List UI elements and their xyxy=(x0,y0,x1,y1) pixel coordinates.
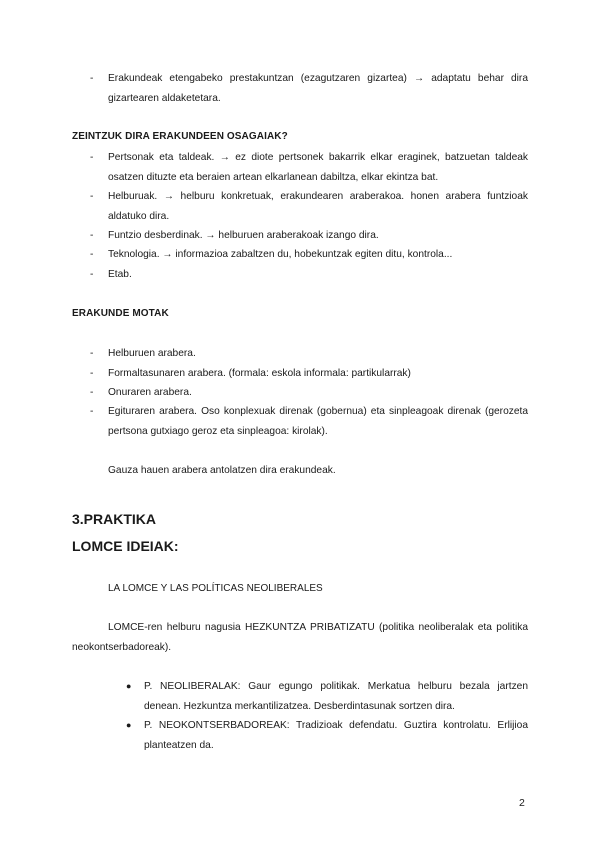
list-item xyxy=(90,245,528,265)
list-item-text: Etab. xyxy=(108,269,132,280)
section-title: 3.PRAKTIKA xyxy=(72,511,157,527)
bullet-dot-icon: ● xyxy=(126,681,132,691)
dash-bullet: - xyxy=(90,368,94,379)
list-item xyxy=(90,364,528,384)
body-paragraph: LOMCE-ren helburu nagusia HEZKUNTZA PRIBATIZATU (politika neoliberalak eta politika neokontserbadoreak). xyxy=(72,622,528,653)
list-item-intro xyxy=(90,69,528,108)
list-item xyxy=(90,148,528,187)
list-item xyxy=(90,402,528,441)
dash-bullet: - xyxy=(90,73,94,84)
list-item-text: Pertsonak eta taldeak. → ez diote pertsonek bakarrik elkar eraginek, batzuetan taldeak osatzen dituzte eta beraien artean elkarlanean dabiltza, elkar ekintza bat. xyxy=(108,152,528,183)
dash-bullet: - xyxy=(90,230,94,241)
dash-bullet: - xyxy=(90,387,94,398)
list-item-text: Teknologia. → informazioa zabaltzen du, hobekuntzak egiten ditu, kontrola... xyxy=(108,249,453,260)
list-item xyxy=(90,383,528,403)
list-item xyxy=(90,187,528,226)
bullet-text: P. NEOLIBERALAK: Gaur egungo politikak. Merkatua helburu bezala jartzen denean. Hezkuntza merkantilizatzea. Desberdintasunak sortzen dira. xyxy=(144,681,528,712)
list-item xyxy=(90,344,528,364)
list-item xyxy=(90,226,528,246)
dash-bullet: - xyxy=(90,152,94,163)
page-number: 2 xyxy=(519,797,525,809)
bullet-dot-icon: ● xyxy=(126,720,132,730)
dash-bullet: - xyxy=(90,348,94,359)
dash-bullet: - xyxy=(90,269,94,280)
list-item xyxy=(90,265,528,285)
bullet-item xyxy=(126,677,528,716)
section-subtitle: LOMCE IDEIAK: xyxy=(72,538,179,554)
list-item-text: Funtzio desberdinak. → helburuen araberakoak izango dira. xyxy=(108,230,379,241)
section-heading-types: ERAKUNDE MOTAK xyxy=(72,308,169,319)
bullet-text: P. NEOKONTSERBADOREAK: Tradizioak defendatu. Guztira kontrolatu. Erlijioa planteatzen da. xyxy=(144,720,528,751)
dash-bullet: - xyxy=(90,191,94,202)
list-item-text: Onuraren arabera. xyxy=(108,387,192,398)
list-item-text: Helburuen arabera. xyxy=(108,348,196,359)
caption-title: LA LOMCE Y LAS POLÍTICAS NEOLIBERALES xyxy=(108,583,323,594)
section-heading-components: ZEINTZUK DIRA ERAKUNDEEN OSAGAIAK? xyxy=(72,131,288,142)
dash-bullet: - xyxy=(90,406,94,417)
list-item-text: Egituraren arabera. Oso konplexuak direnak (gobernua) eta sinpleagoak direnak (gerozeta pertsona gutxiago geroz eta sinpleagoa: kirolak). xyxy=(108,406,528,437)
dash-bullet: - xyxy=(90,249,94,260)
closing-sentence: Gauza hauen arabera antolatzen dira erakundeak. xyxy=(108,465,336,476)
bullet-item xyxy=(126,716,528,755)
list-item-text: Erakundeak etengabeko prestakuntzan (ezagutzaren gizartea) → adaptatu behar dira gizartearen aldaketetara. xyxy=(108,73,528,104)
list-item-text: Helburuak. → helburu konkretuak, erakundearen araberakoa. honen arabera funtzioak aldatuko dira. xyxy=(108,191,528,222)
list-item-text: Formaltasunaren arabera. (formala: eskola informala: partikularrak) xyxy=(108,368,411,379)
